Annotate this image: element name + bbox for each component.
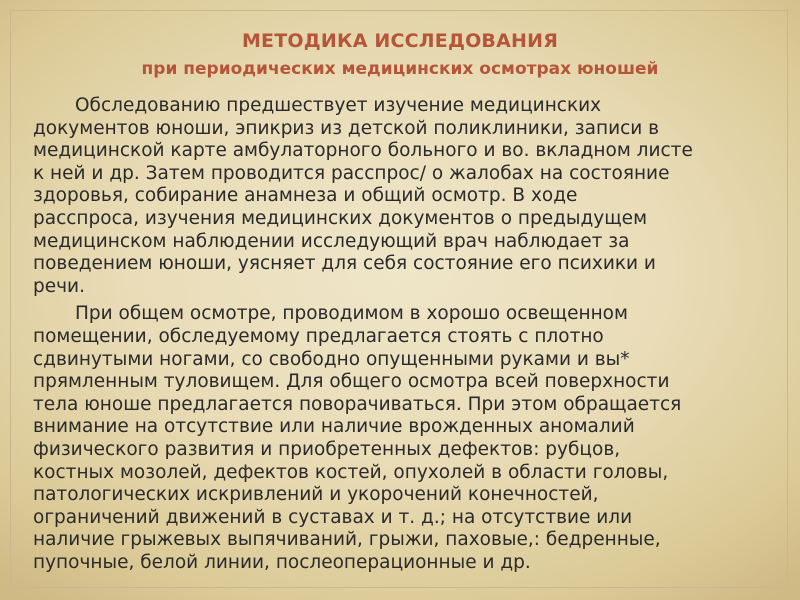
text-line: расспроса, изучения медицинских документов о предыдущем (33, 207, 648, 229)
text-line: к ней и др. Затем проводится расспрос/ о жалобах на состояние (33, 162, 670, 184)
text-line: поведением юноши, уясняет для себя состояние его психики и (33, 253, 656, 275)
paragraph-1 (33, 95, 768, 298)
text-line: пупочные, белой линии, послеоперационные и др. (33, 551, 531, 573)
text-line: медицинском наблюдении исследующий врач наблюдает за (33, 230, 630, 252)
paragraph-2 (33, 303, 768, 574)
text-line: физического развития и приобретенных дефектов: рубцов, (33, 438, 621, 460)
text-line: наличие грыжевых выпячиваний, грыжи, паховые,: бедренные, (33, 529, 661, 551)
text-line: При общем осмотре, проводимом в хорошо освещенном (75, 303, 628, 325)
text-line: речи. (33, 275, 85, 297)
text-line: патологических искривлений и укорочений конечностей, (33, 484, 599, 506)
slide-subtitle: при периодических медицинских осмотрах юношей (141, 59, 659, 79)
text-line: документов юноши, эпикриз из детской поликлиники, записи в (33, 117, 660, 139)
text-line: сдвинутыми ногами, со свободно опущенными руками и вы* (33, 348, 630, 370)
text-line: костных мозолей, дефектов костей, опухолей в области головы, (33, 461, 669, 483)
text-line: здоровья, собирание анамнеза и общий осмотр. В ходе (33, 185, 578, 207)
text-line: медицинской карте амбулаторного больного и во. вкладном листе (33, 140, 693, 162)
text-line: Обследованию предшествует изучение медицинских (75, 95, 602, 116)
text-line: тела юноше предлагается поворачиваться. При этом обращается (33, 393, 682, 415)
slide-body (33, 95, 768, 574)
text-line: прямленным туловищем. Для общего осмотра всей поверхности (33, 371, 670, 393)
slide-title: МЕТОДИКА ИССЛЕДОВАНИЯ (241, 30, 559, 52)
text-line: помещении, обследуемому предлагается стоять с плотно (33, 325, 604, 347)
text-line: внимание на отсутствие или наличие врожденных аномалий (33, 416, 635, 438)
text-line: ограничений движений в суставах и т. д.; на отсутствие или (33, 506, 633, 528)
